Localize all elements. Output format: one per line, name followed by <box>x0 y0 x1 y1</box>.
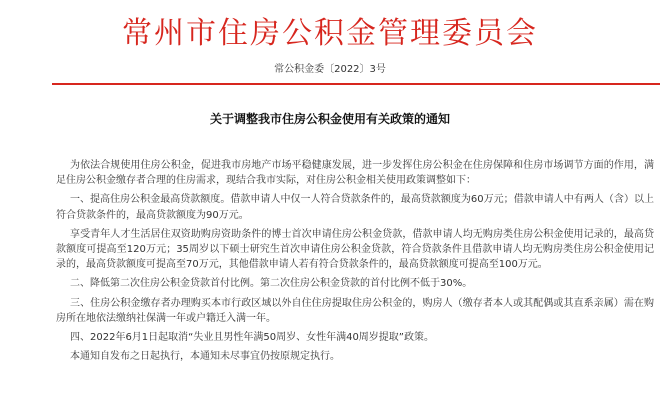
paragraph-item-2: 二、降低第二次住房公积金贷款首付比例。第二次住房公积金贷款的首付比例不低于30%。 <box>70 278 473 290</box>
paragraph-item-3: 三、住房公积金缴存者办理购买本市行政区域以外自住住房提取住房公积金的，购房人（缴存者本人或其配偶或其直系亲属）需在购房所在地依法缴纳社保满一年或户籍迁入满一年。 <box>56 297 654 324</box>
paragraph-item-1-detail: 享受青年人才生活居住双资助购房资助条件的博士首次申请住房公积金贷款，借款申请人均无购房类住房公积金使用记录的，最高贷款额度可提高至120万元；35周岁以下硕士研究生首次申请住房公积金贷款，符合贷款条件且借款申请人均无购房类住房公积金使用记录的，最高贷款额度可提高至70万元，其他借款申请人若有符合贷款条件的，最高贷款额度可提高至100万元。 <box>56 228 654 271</box>
notice-body <box>56 158 654 364</box>
paragraph-item-4: 四、2022年6月1日起取消“失业且男性年满50周岁、女性年满40周岁提取”政策。 <box>70 332 434 344</box>
notice-title: 关于调整我市住房公积金使用有关政策的通知 <box>209 112 450 126</box>
issuer-heading: 常州市住房公积金管理委员会 <box>122 16 538 51</box>
paragraph-effective: 本通知自发布之日起执行，本通知未尽事宜仍按原规定执行。 <box>70 351 340 363</box>
red-divider <box>52 83 660 85</box>
paragraph-item-1: 一、提高住房公积金最高贷款额度。借款申请人中仅一人符合贷款条件的，最高贷款额度为60万元；借款申请人中有两人（含）以上符合贷款条件的，最高贷款额度为90万元。 <box>56 194 654 221</box>
paragraph-intro: 为依法合规使用住房公积金，促进我市房地产市场平稳健康发展，进一步发挥住房公积金在住房保障和住房市场调节方面的作用，满足住房公积金缴存者合理的住房需求，现结合我市实际，对住房公积金相关使用政策调整如下： <box>56 160 654 187</box>
document-number: 常公积金委〔2022〕3号 <box>274 64 386 75</box>
